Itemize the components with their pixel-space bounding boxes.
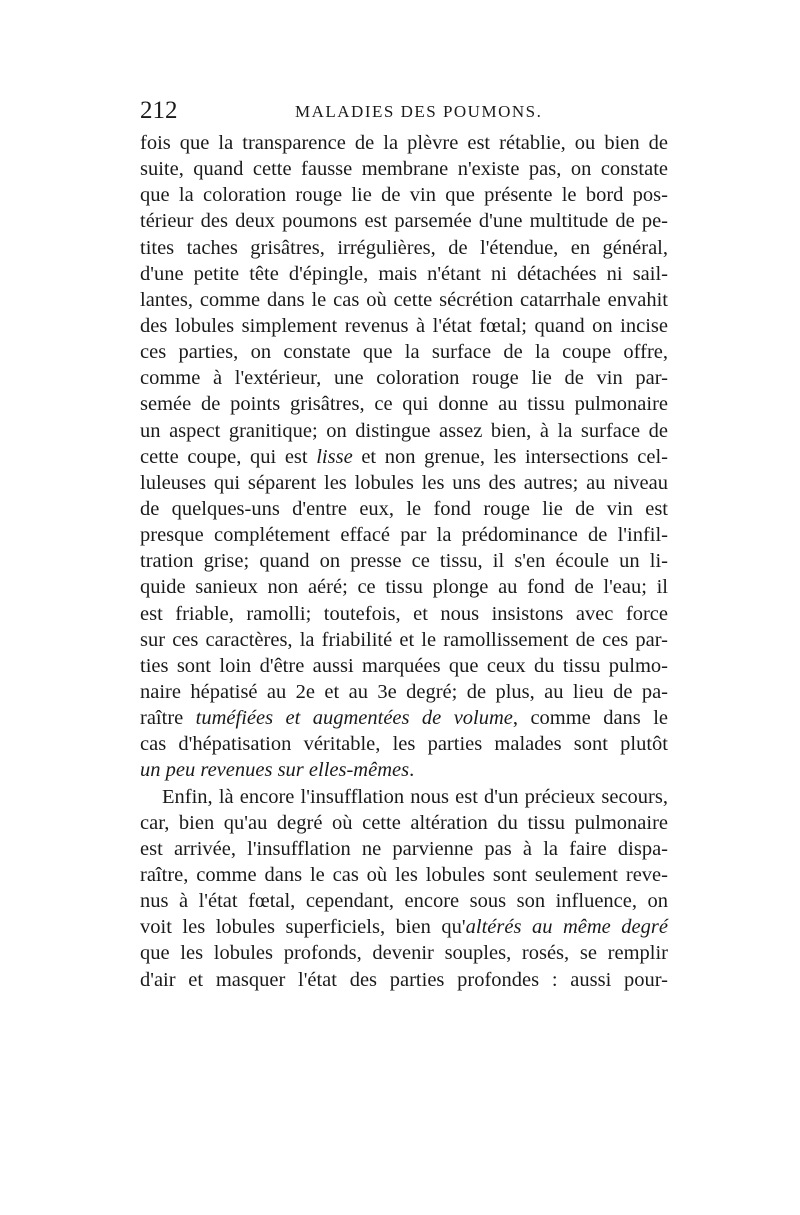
running-title: MALADIES DES POUMONS. [295,102,543,121]
text-line [140,574,668,600]
text-line [140,810,668,836]
text-line [140,496,668,522]
italic-text: lisse [316,445,353,468]
text-segment: et non grenue, les intersections cel- [352,445,668,468]
text-line [140,601,668,627]
text-line [140,156,668,182]
text-segment: sur ces caractères, la friabilité et le ramollissement de ces par- [140,628,668,651]
text-line [140,208,668,234]
text-line [140,391,668,417]
text-line [140,313,668,339]
text-segment: ties sont loin d'être aussi marquées que ceux du tissu pulmo- [140,654,668,677]
text-segment: voit les lobules superficiels, bien qu' [140,916,466,939]
running-head [140,96,668,126]
text-line [140,287,668,313]
text-line [140,627,668,653]
text-line [140,235,668,261]
text-line [140,940,668,966]
text-segment: naire hépatisé au 2e et au 3e degré; de plus, au lieu de pa- [140,680,668,703]
text-line [140,418,668,444]
text-line [140,470,668,496]
text-segment: raître [140,707,196,730]
text-segment: comme à l'extérieur, une coloration rouge lie de vin par- [140,367,668,390]
text-segment: suite, quand cette fausse membrane n'existe pas, on constate [140,158,668,181]
text-segment: tites taches grisâtres, irrégulières, de l'étendue, en général, [140,236,668,259]
text-line [140,731,668,757]
text-segment: semée de points grisâtres, ce qui donne au tissu pulmonaire [140,393,668,416]
text-segment: lantes, comme dans le cas où cette sécrétion catarrhale envahit [140,288,668,311]
text-line [140,784,668,810]
text-line [140,888,668,914]
text-segment: . [409,759,415,782]
text-line [140,130,668,156]
text-segment: d'air et masquer l'état des parties profondes : aussi pour- [140,968,668,991]
text-segment: que la coloration rouge lie de vin que présente le bord pos- [140,184,668,207]
italic-text: un peu revenues sur elles-mêmes [140,759,410,782]
text-line [140,182,668,208]
text-line [140,679,668,705]
text-segment: luleuses qui séparent les lobules les uns des autres; au niveau [140,471,668,494]
text-segment: que les lobules profonds, devenir souples, rosés, se remplir [140,942,668,965]
text-segment: cette coupe, qui est [140,445,317,468]
text-segment: Enfin, là encore l'insufflation nous est d'un précieux secours, [162,785,668,808]
text-line [140,261,668,287]
text-segment: de quelques-uns d'entre eux, le fond rouge lie de vin est [140,497,668,520]
text-segment: , comme dans le [512,707,668,730]
text-line [140,836,668,862]
text-segment: quide sanieux non aéré; ce tissu plonge au fond de l'eau; il [140,576,668,599]
text-line [140,914,668,940]
text-segment: raître, comme dans le cas où les lobules sont seulement reve- [140,863,668,886]
text-segment: d'une petite tête d'épingle, mais n'étant ni détachées ni sail- [140,262,668,285]
body-text [140,130,668,993]
text-line [140,339,668,365]
text-line [140,862,668,888]
text-segment: presque complétement effacé par la prédominance de l'infil- [140,524,668,547]
text-line [140,705,668,731]
text-line [140,365,668,391]
text-segment: ces parties, on constate que la surface de la coupe offre, [140,341,668,364]
text-line [140,444,668,470]
text-segment: tration grise; quand on presse ce tissu, il s'en écoule un li- [140,550,668,573]
text-segment: des lobules simplement revenus à l'état fœtal; quand on incise [140,314,668,337]
text-line [140,967,668,993]
text-line [140,757,668,783]
text-segment: cas d'hépatisation véritable, les parties malades sont plutôt [140,733,668,756]
text-segment: est friable, ramolli; toutefois, et nous insistons avec force [140,602,668,625]
text-line [140,653,668,679]
text-segment: fois que la transparence de la plèvre est rétablie, ou bien de [140,132,668,154]
text-line [140,522,668,548]
text-line [140,548,668,574]
italic-text: altérés au même degré [465,916,668,939]
text-segment: térieur des deux poumons est parsemée d'une multitude de pe- [140,210,668,233]
text-segment: est arrivée, l'insufflation ne parvienne pas à la faire dispa- [140,837,668,860]
text-segment: car, bien qu'au degré où cette altération du tissu pulmonaire [140,811,668,834]
text-segment: un aspect granitique; on distingue assez bien, à la surface de [140,419,668,442]
text-segment: nus à l'état fœtal, cependant, encore sous son influence, on [140,890,668,913]
page-number: 212 [140,97,178,124]
italic-text: tuméfiées et augmentées de volume [195,707,513,730]
